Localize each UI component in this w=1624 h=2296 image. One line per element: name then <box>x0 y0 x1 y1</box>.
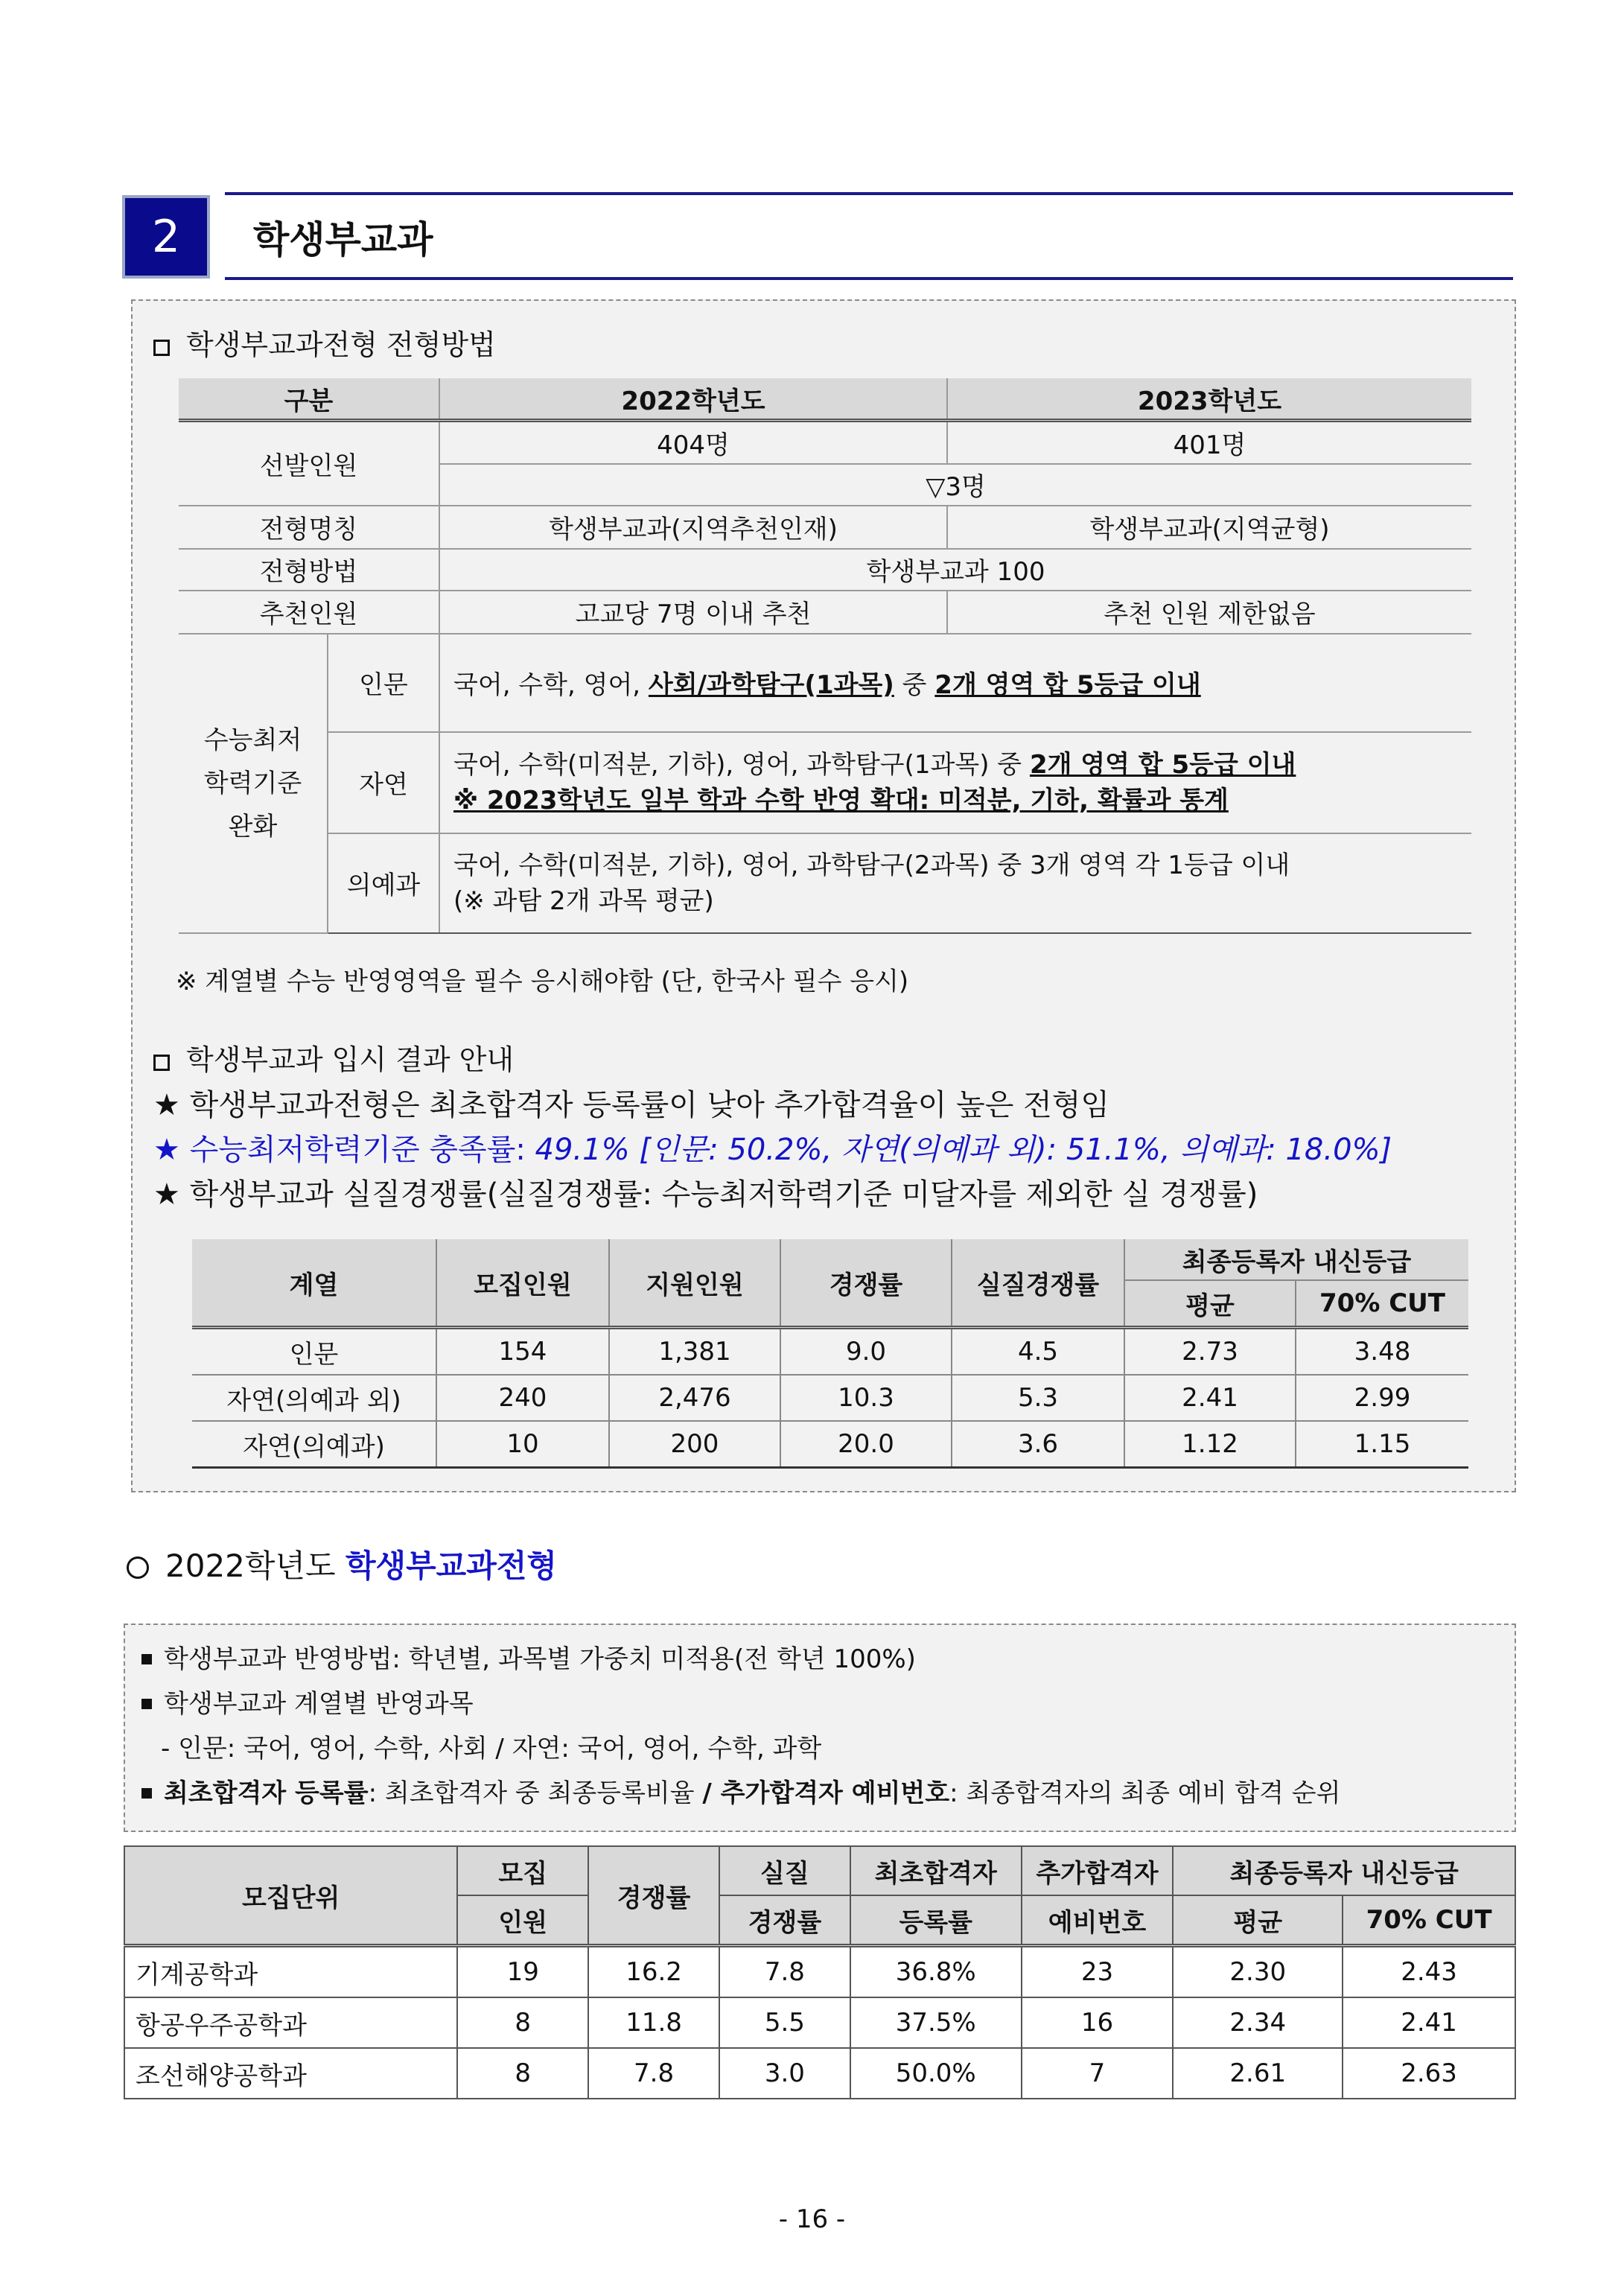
info-line-bold: / 추가합격자 예비번호 <box>702 1778 950 1808</box>
year2022-heading-highlight: 학생부교과전형 <box>345 1548 557 1584</box>
table-cell: 20.0 <box>780 1421 952 1468</box>
humanities-criteria <box>439 634 1471 732</box>
info-line-text: 학생부교과 반영방법: 학년별, 과목별 가중치 미적용(전 학년 100%) <box>164 1644 916 1674</box>
table-row <box>179 506 1471 549</box>
criteria-emphasis: 2개 영역 합 5등급 이내 <box>1029 749 1296 780</box>
table-cell: 240 <box>436 1375 609 1421</box>
table-cell: 자연(의예과) <box>192 1421 436 1468</box>
table-row <box>192 1375 1468 1421</box>
criteria-text: 국어, 수학(미적분, 기하), 영어, 과학탐구(2과목) 중 3개 영역 각 1등급 이내 <box>453 850 1290 880</box>
table-cell: 16 <box>1022 1997 1174 2048</box>
name-2022: 학생부교과(지역추천인재) <box>439 506 947 549</box>
method-note: ※ 계열별 수능 반영영역을 필수 응시해야함 (단, 한국사 필수 응시) <box>176 967 909 996</box>
table-header-row <box>179 378 1471 421</box>
header-cell: 인원 <box>457 1895 588 1946</box>
header-cell: 경쟁률 <box>588 1846 719 1946</box>
header-cell: 지원인원 <box>609 1239 780 1328</box>
recommend-2023: 추천 인원 제한없음 <box>947 591 1471 634</box>
table-cell: 2.30 <box>1173 1946 1343 1998</box>
page-number: - 16 - <box>778 2204 846 2234</box>
header-cell: 모집 <box>457 1846 588 1895</box>
header-cell: 실질경쟁률 <box>952 1239 1124 1328</box>
quota-change: ▽3명 <box>439 464 1471 506</box>
recommend-label: 추천인원 <box>179 591 439 634</box>
table-cell: 23 <box>1022 1946 1174 1998</box>
criteria-text: 중 <box>894 670 935 700</box>
table-header-row <box>192 1239 1468 1280</box>
table-cell: 2.63 <box>1343 2048 1515 2099</box>
quota-2023: 401명 <box>947 421 1471 464</box>
table-cell: 200 <box>609 1421 780 1468</box>
results-heading-text: 학생부교과 입시 결과 안내 <box>186 1043 515 1076</box>
checkbox-square-icon <box>153 340 170 356</box>
star-note-1: ★ 학생부교과전형은 최초합격자 등록률이 낮아 추가합격율이 높은 전형임 <box>153 1088 1110 1122</box>
header-cell: 평균 <box>1173 1895 1343 1946</box>
year2022-heading <box>127 1542 557 1586</box>
info-line-text: 학생부교과 계열별 반영과목 <box>164 1689 474 1719</box>
table-row <box>124 1946 1515 1998</box>
header-2023: 2023학년도 <box>947 378 1471 421</box>
section-title: 학생부교과 <box>253 218 433 261</box>
table-cell: 2.41 <box>1343 1997 1515 2048</box>
table-cell: 2.43 <box>1343 1946 1515 1998</box>
method-heading <box>153 322 496 363</box>
header-cell: 모집인원 <box>436 1239 609 1328</box>
header-cell: 경쟁률 <box>719 1895 850 1946</box>
table-cell: 11.8 <box>588 1997 719 2048</box>
table-row <box>179 421 1471 464</box>
table-cell: 7.8 <box>588 2048 719 2099</box>
header-cell: 70% CUT <box>1296 1280 1468 1328</box>
year2022-heading-prefix: 2022학년도 <box>165 1548 346 1584</box>
table-cell: 조선해양공학과 <box>124 2048 457 2099</box>
star-note-2 <box>153 1126 1392 1168</box>
square-bullet-icon <box>141 1654 152 1664</box>
table-cell: 5.3 <box>952 1375 1124 1421</box>
table-cell: 1.15 <box>1296 1421 1468 1468</box>
star-note-2-prefix: ★ 수능최저학력기준 충족률: <box>153 1133 535 1167</box>
header-category: 구분 <box>179 378 439 421</box>
circle-bullet-icon <box>127 1556 149 1579</box>
table-cell: 10 <box>436 1421 609 1468</box>
humanities-label: 인문 <box>328 634 439 732</box>
table-row <box>179 591 1471 634</box>
csat-label-line: 수능최저 <box>203 725 302 755</box>
table-cell: 항공우주공학과 <box>124 1997 457 2048</box>
header-cell: 경쟁률 <box>780 1239 952 1328</box>
table-row <box>124 1997 1515 2048</box>
info-line-text: : 최종합격자의 최종 예비 합격 순위 <box>949 1778 1341 1808</box>
csat-label-line: 학력기준 <box>203 768 302 798</box>
csat-label <box>179 634 328 933</box>
info-line-text: : 최초합격자 중 최종등록비율 <box>368 1778 703 1808</box>
science-label: 자연 <box>328 732 439 833</box>
table-cell: 19 <box>457 1946 588 1998</box>
header-2022: 2022학년도 <box>439 378 947 421</box>
med-label: 의예과 <box>328 833 439 933</box>
table-cell: 37.5% <box>850 1997 1022 2048</box>
name-label: 전형명칭 <box>179 506 439 549</box>
csat-label-line: 완화 <box>228 811 278 842</box>
table-header-row <box>124 1846 1515 1895</box>
table-cell: 3.0 <box>719 2048 850 2099</box>
name-2023: 학생부교과(지역균형) <box>947 506 1471 549</box>
table-row <box>192 1328 1468 1376</box>
table-cell: 1,381 <box>609 1328 780 1376</box>
criteria-emphasis: ※ 2023학년도 일부 학과 수학 반영 확대: 미적분, 기하, 확률과 통계 <box>453 785 1229 815</box>
criteria-text: 국어, 수학(미적분, 기하), 영어, 과학탐구(1과목) 중 <box>453 749 1030 780</box>
table-cell: 5.5 <box>719 1997 850 2048</box>
table-cell: 2.41 <box>1124 1375 1296 1421</box>
table-row <box>179 732 1471 833</box>
table-cell: 16.2 <box>588 1946 719 1998</box>
year2022-results-table <box>124 1845 1516 2099</box>
method-value: 학생부교과 100 <box>439 549 1471 591</box>
criteria-emphasis: 2개 영역 합 5등급 이내 <box>934 670 1201 700</box>
recommend-2022: 고교당 7명 이내 추천 <box>439 591 947 634</box>
quota-label: 선발인원 <box>179 421 439 506</box>
table-row <box>124 2048 1515 2099</box>
square-bullet-icon <box>141 1699 152 1709</box>
table-cell: 기계공학과 <box>124 1946 457 1998</box>
method-heading-text: 학생부교과전형 전형방법 <box>186 328 496 361</box>
table-cell: 9.0 <box>780 1328 952 1376</box>
header-cell: 등록률 <box>850 1895 1022 1946</box>
info-line-3: - 인문: 국어, 영어, 수학, 사회 / 자연: 국어, 영어, 수학, 과학 <box>161 1734 822 1764</box>
header-cell: 추가합격자 <box>1022 1846 1174 1895</box>
table-cell: 2.34 <box>1173 1997 1343 2048</box>
info-line-2 <box>141 1683 474 1720</box>
table-row <box>179 833 1471 933</box>
criteria-line <box>453 747 1465 783</box>
criteria-text: (※ 과탐 2개 과목 평균) <box>453 885 714 916</box>
table-cell: 1.12 <box>1124 1421 1296 1468</box>
table-cell: 7 <box>1022 2048 1174 2099</box>
science-criteria <box>439 732 1471 833</box>
table-cell: 3.6 <box>952 1421 1124 1468</box>
table-row <box>179 549 1471 591</box>
method-label: 전형방법 <box>179 549 439 591</box>
info-line-bold: 최초합격자 등록률 <box>164 1778 369 1808</box>
table-cell: 2.99 <box>1296 1375 1468 1421</box>
quota-2022: 404명 <box>439 421 947 464</box>
med-criteria <box>439 833 1471 933</box>
table-cell: 50.0% <box>850 2048 1022 2099</box>
header-cell: 예비번호 <box>1022 1895 1174 1946</box>
criteria-emphasis: 사회/과학탐구(1과목) <box>648 670 894 700</box>
header-cell: 70% CUT <box>1343 1895 1515 1946</box>
section-number: 2 <box>122 195 210 279</box>
info-line-4 <box>141 1772 1340 1809</box>
table-cell: 36.8% <box>850 1946 1022 1998</box>
admission-method-table <box>179 378 1471 934</box>
table-cell: 자연(의예과 외) <box>192 1375 436 1421</box>
table-cell: 2.73 <box>1124 1328 1296 1376</box>
star-note-3: ★ 학생부교과 실질경쟁률(실질경쟁률: 수능최저학력기준 미달자를 제외한 실 경쟁률) <box>153 1177 1258 1212</box>
table-cell: 2,476 <box>609 1375 780 1421</box>
header-cell: 실질 <box>719 1846 850 1895</box>
table-cell: 8 <box>457 2048 588 2099</box>
table-row <box>179 634 1471 732</box>
table-cell: 7.8 <box>719 1946 850 1998</box>
table-cell: 8 <box>457 1997 588 2048</box>
results-table <box>192 1239 1468 1469</box>
criteria-text: 국어, 수학, 영어, <box>453 670 649 700</box>
table-cell: 2.61 <box>1173 2048 1343 2099</box>
info-line-1 <box>141 1638 916 1675</box>
header-cell: 최초합격자 <box>850 1846 1022 1895</box>
header-cell: 최종등록자 내신등급 <box>1124 1239 1468 1280</box>
header-cell: 모집단위 <box>124 1846 457 1946</box>
header-cell: 평균 <box>1124 1280 1296 1328</box>
square-bullet-icon <box>141 1788 152 1799</box>
star-note-2-value: 49.1% [인문: 50.2%, 자연(의예과 외): 51.1%, 의예과: 18.0%] <box>535 1133 1392 1167</box>
table-cell: 4.5 <box>952 1328 1124 1376</box>
table-cell: 3.48 <box>1296 1328 1468 1376</box>
table-cell: 인문 <box>192 1328 436 1376</box>
table-row <box>192 1421 1468 1468</box>
checkbox-square-icon <box>153 1055 170 1071</box>
header-cell: 최종등록자 내신등급 <box>1173 1846 1515 1895</box>
header-cell: 계열 <box>192 1239 436 1328</box>
table-cell: 154 <box>436 1328 609 1376</box>
results-heading <box>153 1037 514 1078</box>
table-cell: 10.3 <box>780 1375 952 1421</box>
